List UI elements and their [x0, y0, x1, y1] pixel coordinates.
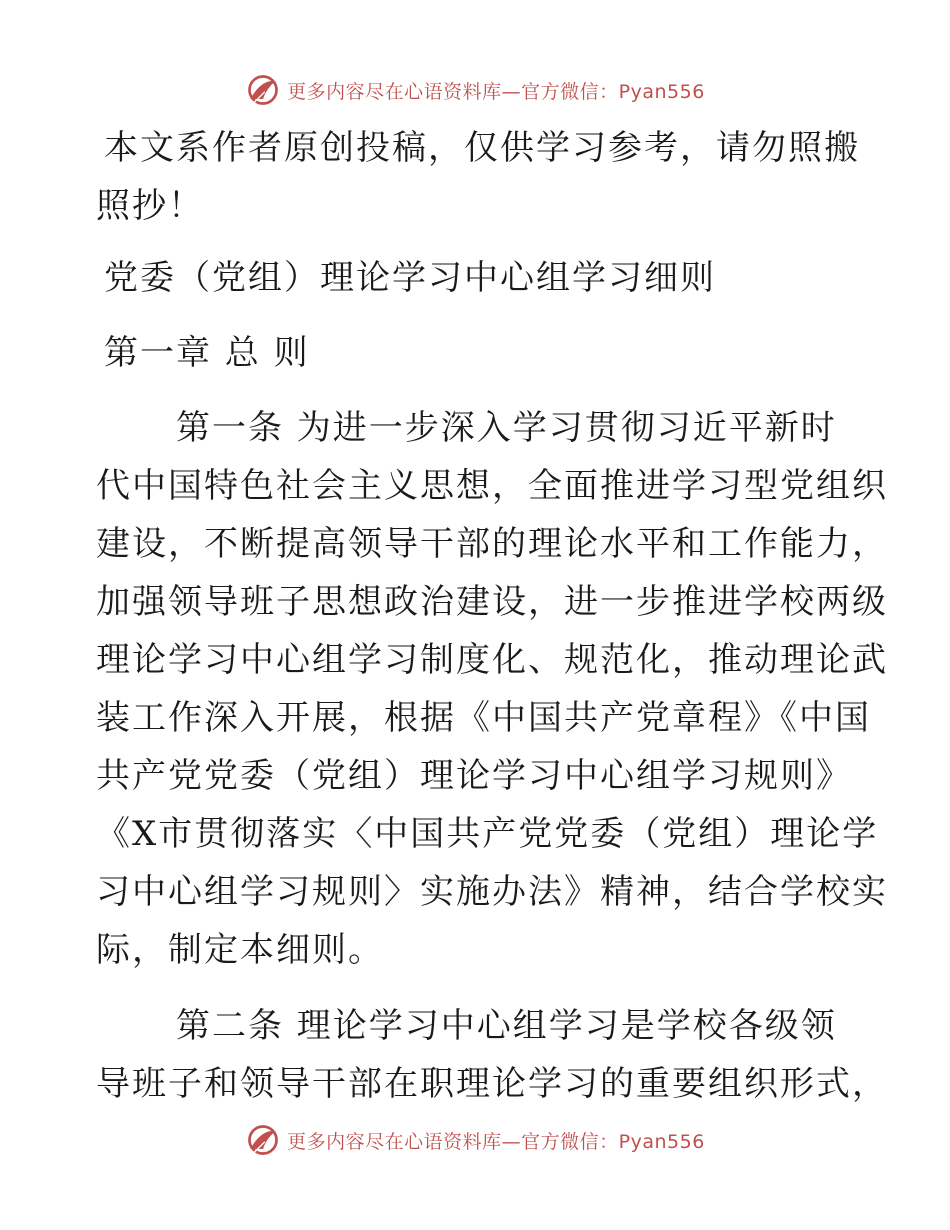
- paragraph-line: 共产党党委（党组）理论学习中心组学习规则》: [96, 756, 852, 796]
- watermark-text: 更多内容尽在心语资料库—官方微信：Pyan556: [287, 1130, 705, 1153]
- paragraph-line: 第二条 理论学习中心组学习是学校各级领: [176, 1006, 837, 1046]
- footer-watermark-banner: [0, 1120, 950, 1160]
- text-line: 照抄！: [96, 186, 204, 226]
- paragraph-line: 《X市贯彻落实〈中国共产党党委（党组）理论学: [96, 814, 879, 854]
- paragraph-line: 第一条 为进一步深入学习贯彻习近平新时: [176, 408, 837, 448]
- paragraph-line: 加强领导班子思想政治建设，进一步推进学校两级: [96, 582, 888, 622]
- pen-logo-icon: [245, 72, 281, 108]
- paragraph-line: 习中心组学习规则〉实施办法》精神，结合学校实: [96, 872, 888, 912]
- paragraph-line: 理论学习中心组学习制度化、规范化，推动理论武: [96, 640, 888, 680]
- paragraph-line: 际，制定本细则。: [96, 930, 384, 970]
- chapter-title: 第一章 总 则: [104, 333, 310, 373]
- pen-logo-icon: [245, 1122, 281, 1158]
- paragraph-line: 导班子和领导干部在职理论学习的重要组织形式，: [96, 1064, 888, 1104]
- text-line: 本文系作者原创投稿，仅供学习参考，请勿照搬: [104, 128, 860, 168]
- paragraph-line: 建设，不断提高领导干部的理论水平和工作能力，: [96, 524, 888, 564]
- section-title: 党委（党组）理论学习中心组学习细则: [104, 258, 716, 298]
- paragraph-line: 装工作深入开展，根据《中国共产党章程》《中国: [96, 698, 871, 738]
- watermark-text: 更多内容尽在心语资料库—官方微信：Pyan556: [287, 80, 705, 103]
- paragraph-line: 代中国特色社会主义思想，全面推进学习型党组织: [96, 466, 888, 506]
- header-watermark-banner: [0, 70, 950, 110]
